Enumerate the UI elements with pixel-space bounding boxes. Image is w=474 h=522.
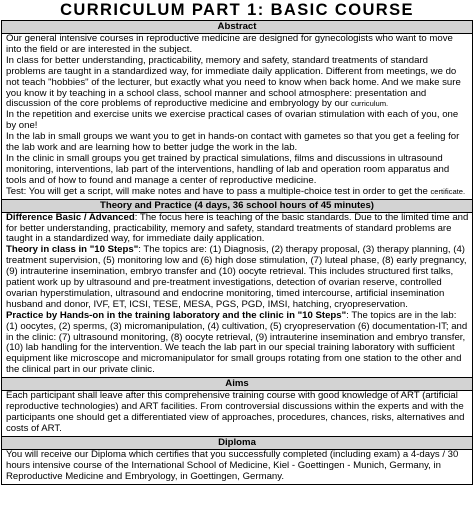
abstract-repetition: In the repetition and exercise units we exercise practical cases of ovarian stimulation with each of you, one by one! bbox=[6, 109, 459, 132]
abstract-class-tail: curriculum. bbox=[351, 99, 389, 109]
page-title: CURRICULUM PART 1: BASIC COURSE bbox=[60, 1, 414, 19]
abstract-class-text: In class for better understanding, practicability, memory and safety, standard treatments of standard problems are taught in a standardized way, for immediate daily application. Different from meetings, we do not teach "hobbies" of the lecturer, but exactly what you need to know when back home. And we make sure you know it by teaching in a school class, school manner and school atmosphere: presentation and discussion of the core problems of reproductive medicine and embryology by our bbox=[6, 54, 461, 110]
diploma-text: You will receive our Diploma which certifies that you successfully completed (including exam) a 4-days / 30 hours intensive course of the International School of Medicine, Kiel - Goettingen - Munich, Germany, in Reproductive Medicine and Embryology, in Goettingen, Germany. bbox=[6, 448, 459, 482]
abstract-test-paragraph bbox=[6, 187, 470, 198]
abstract-header: Abstract bbox=[2, 21, 472, 34]
hands-on-paragraph bbox=[6, 311, 470, 376]
aims-text: Each participant shall leave after this comprehensive training course with good knowledge of ART (artificial reproductive technologies) and ART facilities. From controversial discussions within the experts and with the participants one should get a differentiated view of approaches, procedures, chances, risks, alternatives and costs of ART. bbox=[6, 390, 465, 434]
theory-section bbox=[2, 213, 472, 378]
abstract-test-text: Test: You will get a script, will make notes and have to pass a multiple-choice test in order to get the bbox=[6, 185, 428, 197]
hands-on-text: : The topics are in the lab: (1) oocytes, (2) sperms, (3) micromanipulation, (4) cultivation, (5) cryopreservation (6) documentation-IT; and in the clinic: (7) ultrasound monitoring, (8) oocyte retrieval, (9) intrauterine insemination and embryo transfer, (10) lab handling for the intervention. We teach the lab part in our special training laboratory with sufficient equipment like microscope and micromanipulator for small groups rotating from one station to the other and the clinical part in our private clinic. bbox=[6, 309, 468, 376]
aims-header: Aims bbox=[2, 378, 472, 391]
abstract-intro: Our general intensive courses in reproductive medicine are designed for gynecologists who want to move into the field or are interested in the subject. bbox=[6, 33, 453, 55]
theory-header: Theory and Practice (4 days, 36 school hours of 45 minutes) bbox=[2, 200, 472, 213]
difference-text: : The focus here is teaching of the basic standards. Due to the limited time and for better understanding, practicability, memory and safety, standard treatments of standard problems are taught in a standardized way, for immediate daily application. bbox=[6, 211, 469, 245]
abstract-section bbox=[2, 34, 472, 199]
abstract-lab: In the lab in small groups we want you to get in hands-on contact with gametes so that you get a feeling for the lab work and are learning how to better judge the work in the lab. bbox=[6, 131, 460, 154]
difference-paragraph bbox=[6, 213, 470, 246]
steps-paragraph bbox=[6, 245, 470, 310]
diploma-section bbox=[2, 450, 472, 484]
curriculum-page bbox=[1, 0, 473, 485]
curriculum-table bbox=[1, 20, 473, 485]
diploma-header: Diploma bbox=[2, 437, 472, 450]
steps-text: : The topics are: (1) Diagnosis, (2) therapy proposal, (3) therapy planning, (4) treatment supervision, (5) monitoring low and (6) high dose stimulation, (7) luteal phase, (8) early pregnancy, (9) intrauterine insemination, embryo transfer and (10) oocyte retrieval. This includes structured first talks, patient work up by ultrasound and pre-treatment investigations, detection of ovarian reserve, controlled ovarian hyperstimulation, ultrasound and endocrine monitoring, timed intercourse, artificial insemination husband and donor, IVF, ET, ICSI, TESE, MESA, PGS, PGD, IMSI, hatching, cryopreservation. bbox=[6, 244, 467, 310]
abstract-test-tail: certificate. bbox=[430, 186, 466, 196]
difference-label: Difference Basic / Advanced bbox=[6, 211, 135, 223]
steps-label: Theory in class in "10 Steps" bbox=[6, 244, 139, 256]
aims-section bbox=[2, 391, 472, 436]
hands-on-label: Practice by Hands-on in the training laboratory and the clinic in "10 Steps" bbox=[6, 309, 347, 321]
abstract-class-paragraph bbox=[6, 56, 470, 111]
abstract-clinic: In the clinic in small groups you get trained by practical simulations, films and discussions in ultrasound monitoring, interventions, lab part of the interventions, handling of lab and operation room apparatus and tools and of how to found and manage a center of reproductive medicine. bbox=[6, 152, 450, 186]
